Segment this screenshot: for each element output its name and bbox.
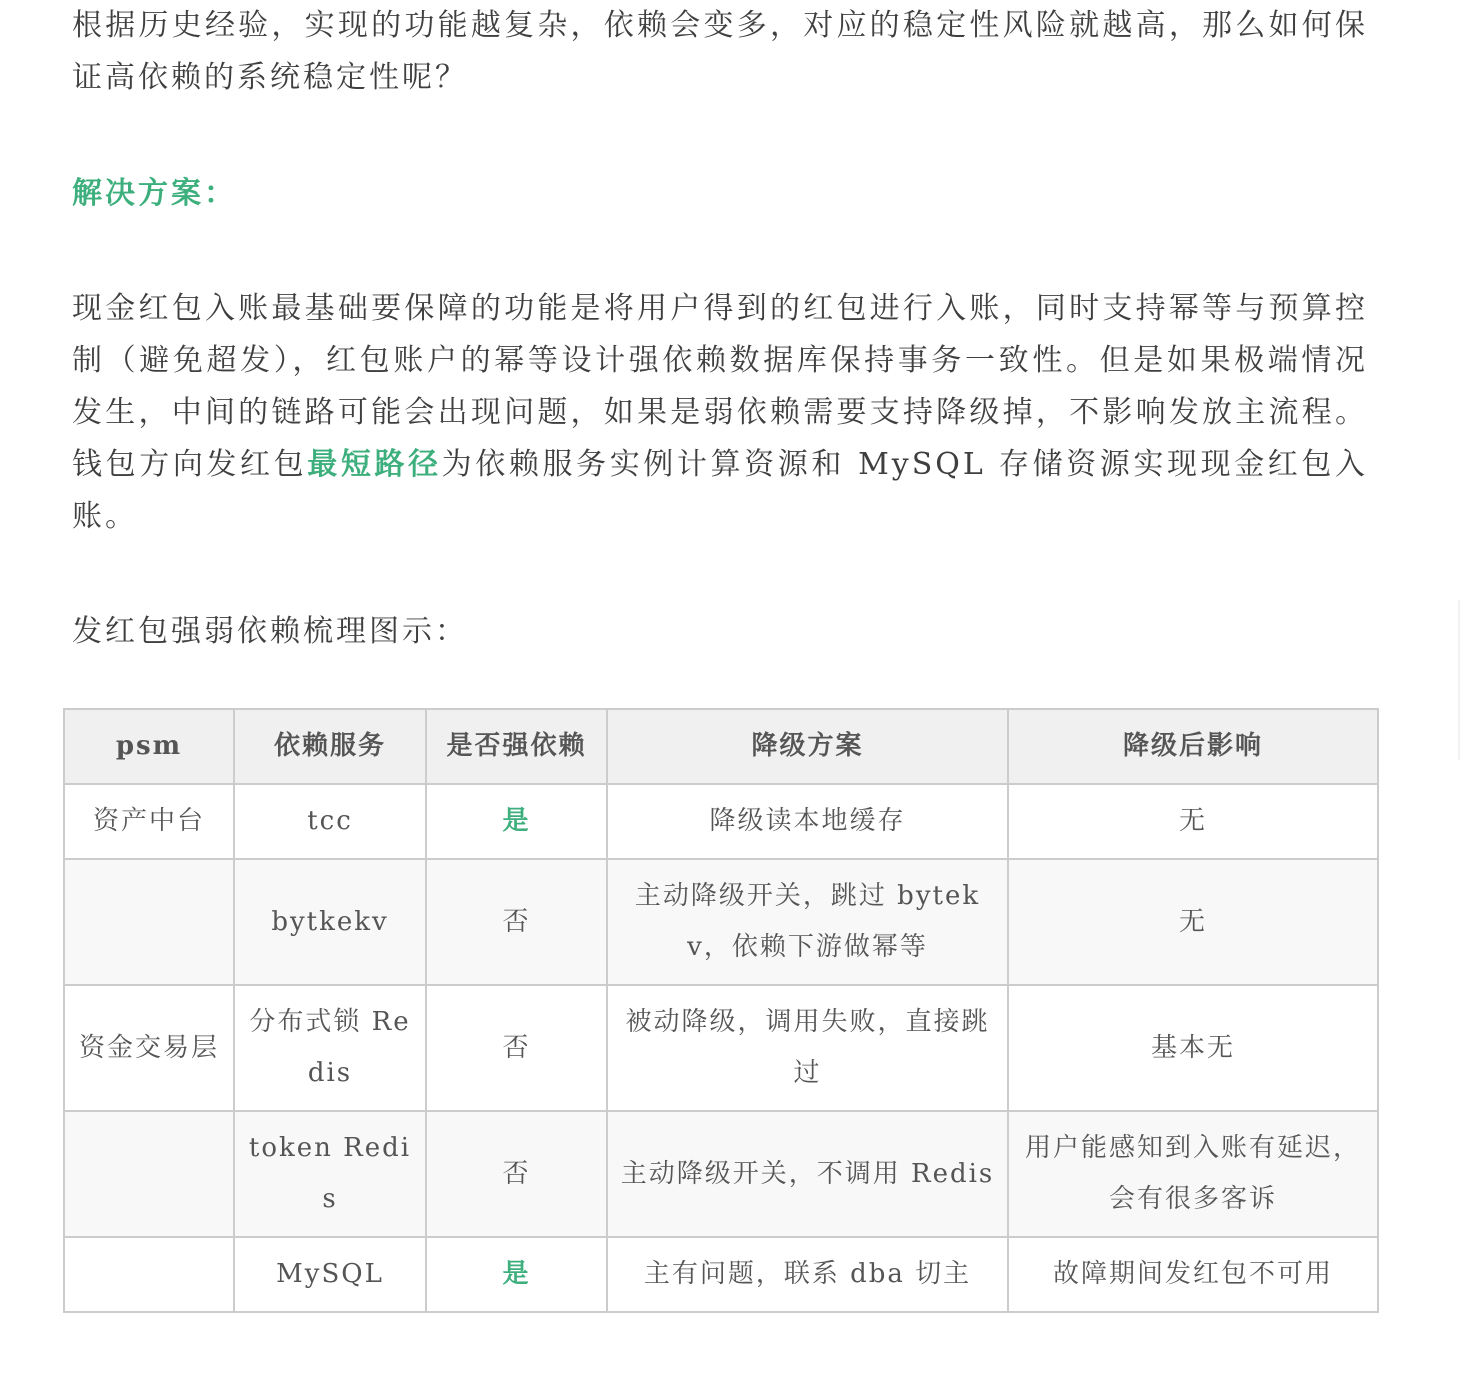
cell-service: MySQL: [234, 1237, 426, 1312]
table-row: [64, 784, 1378, 859]
cell-strong: 否: [426, 1111, 607, 1237]
table-row: [64, 985, 1378, 1111]
solution-paragraph: [72, 283, 1368, 543]
solution-heading: 解决方案：: [72, 176, 237, 211]
cell-impact: 基本无: [1008, 985, 1378, 1111]
solution-text-after: 为依赖服务实例计算资源和 MySQL 存储资源实现现金红包入账。: [72, 447, 1369, 534]
table-row: [64, 1111, 1378, 1237]
cell-plan: 降级读本地缓存: [607, 784, 1008, 859]
cell-impact: 故障期间发红包不可用: [1008, 1237, 1378, 1312]
cell-psm: [64, 859, 234, 985]
cell-strong: 是: [426, 1237, 607, 1312]
cell-service: token Redis: [234, 1111, 426, 1237]
cell-service: bytkekv: [234, 859, 426, 985]
diagram-intro: 发红包强弱依赖梳理图示：: [72, 614, 468, 649]
header-degrade-impact: 降级后影响: [1008, 709, 1378, 784]
cell-psm: 资金交易层: [64, 985, 234, 1111]
cell-plan: 主动降级开关，跳过 bytekv，依赖下游做幂等: [607, 859, 1008, 985]
dependency-table: [63, 708, 1379, 1313]
cell-strong: 是: [426, 784, 607, 859]
cell-impact: 无: [1008, 784, 1378, 859]
header-strong-dependency: 是否强依赖: [426, 709, 607, 784]
cell-impact: 用户能感知到入账有延迟，会有很多客诉: [1008, 1111, 1378, 1237]
cell-psm: [64, 1237, 234, 1312]
table-row: [64, 1237, 1378, 1312]
cell-plan: 主动降级开关，不调用 Redis: [607, 1111, 1008, 1237]
cell-plan: 被动降级，调用失败，直接跳过: [607, 985, 1008, 1111]
table-row: [64, 859, 1378, 985]
cell-plan: 主有问题，联系 dba 切主: [607, 1237, 1008, 1312]
header-degrade-plan: 降级方案: [607, 709, 1008, 784]
table-header-row: [64, 709, 1378, 784]
cell-strong: 否: [426, 859, 607, 985]
cell-service: tcc: [234, 784, 426, 859]
cell-psm: 资产中台: [64, 784, 234, 859]
cell-impact: 无: [1008, 859, 1378, 985]
cell-strong: 否: [426, 985, 607, 1111]
shortest-path-highlight: 最短路径: [307, 447, 442, 482]
header-dependency-service: 依赖服务: [234, 709, 426, 784]
header-psm: psm: [64, 709, 234, 784]
solution-text-before: 现金红包入账最基础要保障的功能是将用户得到的红包进行入账，同时支持幂等与预算控制（避免超发），红包账户的幂等设计强依赖数据库保持事务一致性。但是如果极端情况发生，中间的链路可能会出现问题，如果是弱依赖需要支持降级掉，不影响发放主流程。钱包方向发红包: [72, 291, 1368, 482]
cell-psm: [64, 1111, 234, 1237]
intro-paragraph: 根据历史经验，实现的功能越复杂，依赖会变多，对应的稳定性风险就越高，那么如何保证高依赖的系统稳定性呢？: [72, 8, 1368, 95]
cell-service: 分布式锁 Redis: [234, 985, 426, 1111]
